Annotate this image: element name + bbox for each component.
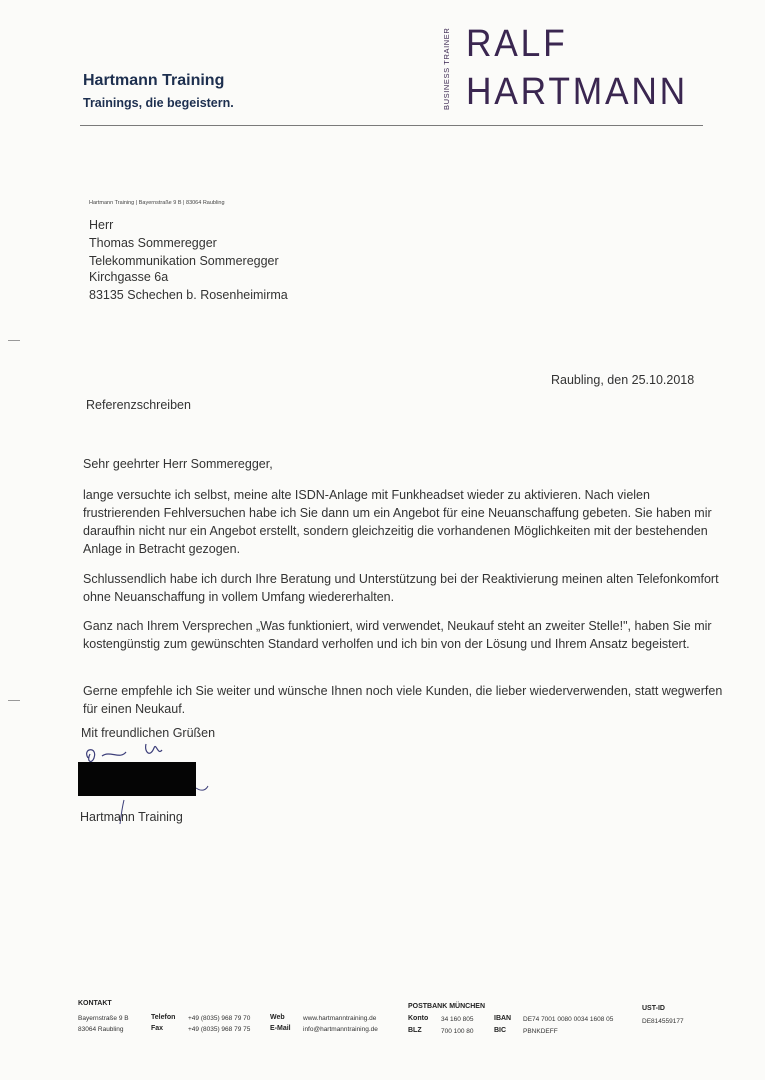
logo-first-name: RALF bbox=[466, 23, 568, 65]
footer-web-label: Web bbox=[270, 1014, 285, 1021]
footer-email: info@hartmanntraining.de bbox=[303, 1026, 378, 1033]
footer-email-label: E-Mail bbox=[270, 1025, 291, 1032]
company-tagline: Trainings, die begeistern. bbox=[83, 96, 234, 110]
sender-return-address: Hartmann Training | Bayernstraße 9 B | 83064 Raubling bbox=[89, 200, 225, 206]
letter-closing: Mit freundlichen Grüßen bbox=[81, 726, 216, 740]
recipient-salutation: Herr bbox=[89, 218, 114, 232]
footer-ust: DE814559177 bbox=[642, 1018, 684, 1025]
footer-web: www.hartmanntraining.de bbox=[303, 1015, 377, 1022]
footer-konto: 34 160 805 bbox=[441, 1016, 474, 1023]
footer-telefon: +49 (8035) 968 79 70 bbox=[188, 1015, 251, 1022]
body-paragraph: Ganz nach Ihrem Versprechen „Was funktioniert, wird verwendet, Neukauf steht an zweiter Stelle!", haben Sie mir kostengünstig zum gewünschten Standard verholfen und ich bin von der Lösung und Ihrem Ansatz begeistert. bbox=[83, 619, 712, 651]
footer-blz-label: BLZ bbox=[408, 1027, 422, 1034]
footer-iban-label: IBAN bbox=[494, 1015, 512, 1022]
footer-contact-label: KONTAKT bbox=[78, 1000, 112, 1007]
recipient-city: 83135 Schechen b. Rosenheimirma bbox=[89, 288, 288, 302]
redaction-box bbox=[78, 762, 196, 796]
body-paragraph: Gerne empfehle ich Sie weiter und wünsche Ihnen noch viele Kunden, die lieber wiederverwenden, statt wegwerfen für einen Neukauf. bbox=[83, 684, 723, 716]
footer-iban: DE74 7001 0080 0034 1608 05 bbox=[523, 1016, 614, 1023]
recipient-company: Telekommunikation Sommeregger bbox=[89, 254, 279, 268]
fold-mark bbox=[8, 340, 20, 341]
letter-subject: Referenzschreiben bbox=[86, 398, 191, 412]
fold-mark bbox=[8, 700, 20, 701]
logo-last-name: HARTMANN bbox=[466, 71, 688, 113]
letter-date: Raubling, den 25.10.2018 bbox=[551, 373, 695, 387]
footer-konto-label: Konto bbox=[408, 1015, 429, 1022]
recipient-street: Kirchgasse 6a bbox=[89, 270, 169, 284]
signer-name: Hartmann Training bbox=[80, 810, 183, 824]
footer-fax-label: Fax bbox=[151, 1025, 164, 1032]
footer-telefon-label: Telefon bbox=[151, 1014, 176, 1021]
company-name: Hartmann Training bbox=[83, 72, 225, 89]
footer-city: 83064 Raubling bbox=[78, 1026, 124, 1033]
body-paragraph: Schlussendlich habe ich durch Ihre Beratung und Unterstützung bei der Reaktivierung meinen alten Telefonkomfort ohne Neuanschaffung in vollem Umfang wiedererhalten. bbox=[83, 572, 719, 604]
recipient-name: Thomas Sommeregger bbox=[89, 236, 217, 250]
footer-street: Bayernstraße 9 B bbox=[78, 1015, 129, 1022]
footer-blz: 700 100 80 bbox=[441, 1028, 474, 1035]
letter-salutation: Sehr geehrter Herr Sommeregger, bbox=[83, 457, 273, 471]
footer-bank-label: POSTBANK MÜNCHEN bbox=[408, 1003, 485, 1010]
logo-subtitle: BUSINESS TRAINER bbox=[442, 27, 451, 110]
footer-bic-label: BIC bbox=[494, 1027, 507, 1034]
body-paragraph: lange versuchte ich selbst, meine alte ISDN-Anlage mit Funkheadset wieder zu aktivieren. Nach vielen frustrierenden Fehlversuchen habe ich Sie dann um ein Angebot für eine Neuanschaffung gebeten. Sie haben mir daraufhin nicht nur ein Angebot erstellt, sondern gleichzeitig die vorhandenen Möglichkeiten mit der bestehenden Anlage in Betracht gezogen. bbox=[83, 488, 712, 556]
header-divider bbox=[80, 125, 703, 126]
footer-fax: +49 (8035) 968 79 75 bbox=[188, 1026, 251, 1033]
footer-ust-label: UST-ID bbox=[642, 1005, 665, 1012]
footer-bic: PBNKDEFF bbox=[523, 1028, 558, 1035]
